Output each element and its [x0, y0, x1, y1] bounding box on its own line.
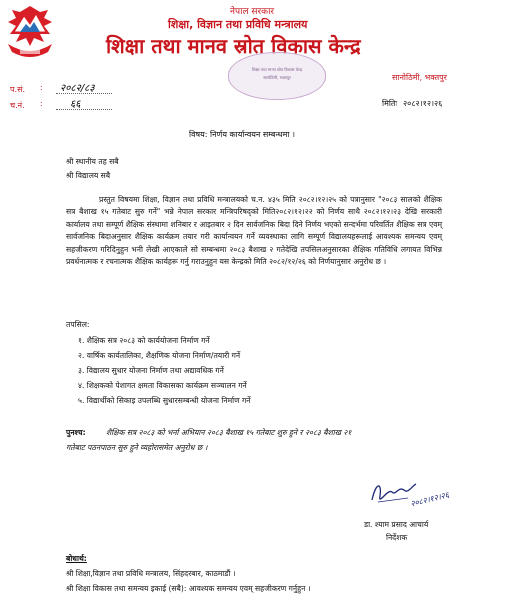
tapsil-item: २. वार्षिक कार्यतालिका, शैक्षणिक योजना निर्माण/तयारी गर्ने	[78, 351, 241, 360]
body-paragraph: प्रस्तुत विषयमा शिक्षा, विज्ञान तथा प्रविधि मन्त्रालयको च.न. ४३५ मिति २०८२।१२।२५ को पत्रानुसार "२०८३ सालको शैक्षिक सत्र बैशाख १५ गतेबाट सुरु गर्ने" भन्ने नेपाल सरकार मन्त्रिपरिषद्को मिति२०८२।१२।२२ को निर्णय साथै २०८२।१२।२३ देखि सरकारी कार्यालय तथा सम्पूर्ण शैक्षिक संस्थामा शनिबार र आइतबार २ दिन सार्वजनिक बिदा दिने निर्णय भएको सन्दर्भमा परिवर्तित शैक्षिक सत्र एवम् सार्वजनिक बिदाअनुसार शैक्षिक कार्यक्रम तयार गरी कार्यान्वयन गर्ने व्यवस्थाका लागि सम्पूर्ण विद्यालयहरूलाई आवश्यक समन्वय एवम् सहजीकरण गरिदिनुहुन भनी लेखी आएकाले सो सम्बन्धमा २०८३ बैशाख २ गतेदेखि तपसिलअनुसारका शैक्षिक गतिविधि लगायत विभिन्न प्रवर्धनात्मक र रचनात्मक शैक्षिक कार्यहरू गर्नु गराउनुहुन यस केन्द्रको मिति २०८२/१२/२६ को निर्णयानुसार अनुरोध छ ।	[66, 195, 442, 267]
seal-text: सानोठिमी, भक्तपुर	[263, 75, 291, 80]
cn-label: च.नं.	[10, 101, 25, 110]
postscript-label: पुनश्च:	[66, 428, 86, 437]
signatory-title: निर्देशक	[386, 533, 408, 542]
cn-colon: :	[40, 99, 43, 108]
date-label: मितिः	[382, 99, 398, 108]
cc-item: श्री शिक्षा,विज्ञान तथा प्रविधि मन्त्रालय, सिंहदरबार, काठमाडौं ।	[66, 569, 236, 578]
tapsil-item: ४. शिक्षकको पेशागत क्षमता विकासका कार्यक्रम सञ्चालन गर्ने	[78, 381, 247, 390]
cc-item: श्री शिक्षा विकास तथा समन्वय इकाई (सबै): आवश्यक समन्वय एवम् सहजीकरण गर्नुहुन ।	[66, 584, 311, 593]
tapsil-item: ३. विद्यालय सुधार योजना निर्माण तथा अद्यावधिक गर्ने	[78, 366, 224, 375]
ps-colon: :	[40, 83, 43, 92]
cn-underline	[56, 109, 112, 110]
cc-label: बोधार्थ:	[66, 554, 87, 563]
ps-label: प.सं.	[10, 85, 26, 94]
postscript-line: शैक्षिक सत्र २०८३ को भर्ना अभियान २०८३ बैशाख १५ गतेबाट शुरु हुने र २०८३ बैशाख २१	[106, 428, 352, 437]
signature-date: २०८२।१२।२६	[409, 490, 450, 509]
signatory-name: डा. श्याम प्रसाद आचार्य	[364, 520, 429, 529]
tapsil-title: तपसिल:	[66, 320, 90, 329]
date-value: २०८२।१२।२६	[403, 99, 443, 108]
recipient: श्री स्थानीय तह सबै	[66, 157, 119, 166]
nepal-emblem-icon	[2, 2, 58, 66]
tapsil-item: १. शैक्षिक सत्र २०८३ को कार्ययोजना निर्माण गर्ने	[78, 336, 210, 345]
tapsil-item: ५. विद्यार्थीको सिकाइ उपलब्धि सुधारसम्बन्धी योजना निर्माण गर्ने	[78, 396, 251, 405]
seal-text: शिक्षा तथा मानव स्रोत विकास केन्द्र	[251, 67, 303, 72]
center-name: शिक्षा तथा मानव स्रोत विकास केन्द्र	[106, 34, 361, 58]
government-name: नेपाल सरकार	[230, 7, 275, 17]
location: सानोठिमी, भक्तपुर	[392, 73, 447, 82]
office-seal	[228, 52, 326, 100]
subject: विषय: निर्णय कार्यान्वयन सम्बन्धमा ।	[189, 130, 296, 139]
ps-underline	[56, 93, 112, 94]
ministry-name: शिक्षा, विज्ञान तथा प्रविधि मन्त्रालय	[168, 18, 308, 31]
recipient: श्री विद्यालय सबै	[66, 171, 111, 180]
postscript-line: गतेबाट पठनपाठन सुरु हुने व्यहोरासमेत अनुरोध छ ।	[66, 443, 208, 452]
ps-value: २०८२/८३	[60, 83, 95, 94]
cn-value: ६६	[70, 99, 81, 110]
